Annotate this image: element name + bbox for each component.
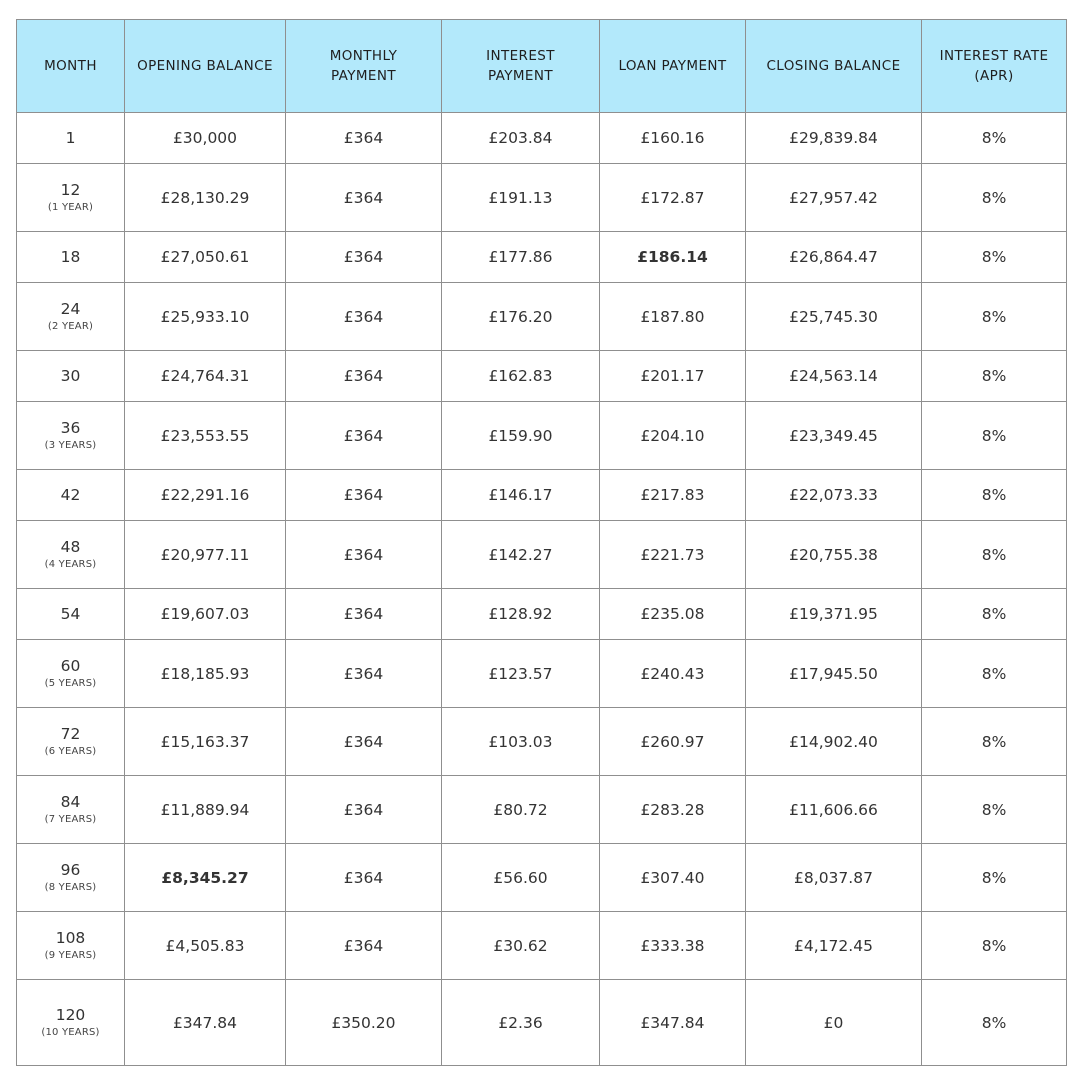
opening-balance-cell: £18,185.93 — [125, 640, 286, 708]
monthly-payment-cell: £364 — [286, 912, 442, 980]
table-row — [17, 844, 1067, 912]
interest-payment-cell: £142.27 — [442, 521, 600, 589]
interest-payment-cell: £176.20 — [442, 283, 600, 351]
table-row — [17, 402, 1067, 470]
loan-payment-cell: £235.08 — [600, 589, 746, 640]
loan-payment-cell: £201.17 — [600, 351, 746, 402]
month-year-label: (9 YEARS) — [44, 949, 97, 961]
opening-balance-cell: £25,933.10 — [125, 283, 286, 351]
header-monthly-payment: MONTHLY PAYMENT — [286, 20, 442, 113]
loan-payment-cell: £283.28 — [600, 776, 746, 844]
table-body — [17, 113, 1067, 1066]
table-row — [17, 776, 1067, 844]
monthly-payment-cell: £364 — [286, 708, 442, 776]
opening-balance-cell: £20,977.11 — [125, 521, 286, 589]
table-row — [17, 351, 1067, 402]
month-cell — [17, 521, 125, 589]
interest-rate-cell: 8% — [922, 113, 1067, 164]
month-number: 24 — [60, 299, 81, 318]
loan-payment-cell: £260.97 — [600, 708, 746, 776]
month-number: 96 — [60, 860, 81, 879]
header-opening-balance: OPENING BALANCE — [125, 20, 286, 113]
monthly-payment-cell: £364 — [286, 776, 442, 844]
opening-balance-cell: £4,505.83 — [125, 912, 286, 980]
table-row — [17, 232, 1067, 283]
month-cell — [17, 402, 125, 470]
closing-balance-cell: £26,864.47 — [746, 232, 922, 283]
loan-payment-cell: £333.38 — [600, 912, 746, 980]
interest-rate-cell: 8% — [922, 470, 1067, 521]
month-cell — [17, 351, 125, 402]
loan-payment-cell: £307.40 — [600, 844, 746, 912]
closing-balance-cell: £22,073.33 — [746, 470, 922, 521]
monthly-payment-cell: £364 — [286, 589, 442, 640]
month-number: 18 — [60, 247, 81, 266]
month-cell — [17, 640, 125, 708]
opening-balance-cell: £27,050.61 — [125, 232, 286, 283]
table-row — [17, 708, 1067, 776]
loan-payment-cell: £240.43 — [600, 640, 746, 708]
month-number: 84 — [60, 792, 81, 811]
table-header — [17, 20, 1067, 113]
interest-rate-cell: 8% — [922, 776, 1067, 844]
month-cell — [17, 589, 125, 640]
opening-balance-cell: £23,553.55 — [125, 402, 286, 470]
opening-balance-cell: £11,889.94 — [125, 776, 286, 844]
monthly-payment-cell: £364 — [286, 113, 442, 164]
month-year-label: (10 YEARS) — [41, 1026, 100, 1038]
monthly-payment-cell: £364 — [286, 283, 442, 351]
month-year-label: (7 YEARS) — [44, 813, 97, 825]
amortization-table — [16, 19, 1067, 1066]
month-cell — [17, 844, 125, 912]
table-row — [17, 640, 1067, 708]
closing-balance-cell: £20,755.38 — [746, 521, 922, 589]
table-row — [17, 912, 1067, 980]
monthly-payment-cell: £364 — [286, 402, 442, 470]
interest-payment-cell: £177.86 — [442, 232, 600, 283]
interest-rate-cell: 8% — [922, 164, 1067, 232]
interest-rate-cell: 8% — [922, 521, 1067, 589]
interest-payment-cell: £80.72 — [442, 776, 600, 844]
month-number: 12 — [60, 180, 81, 199]
header-interest-rate: INTEREST RATE (APR) — [922, 20, 1067, 113]
month-year-label: (2 YEAR) — [47, 320, 94, 332]
monthly-payment-cell: £364 — [286, 470, 442, 521]
interest-payment-cell: £103.03 — [442, 708, 600, 776]
closing-balance-cell: £0 — [746, 980, 922, 1066]
closing-balance-cell: £29,839.84 — [746, 113, 922, 164]
month-cell — [17, 283, 125, 351]
interest-payment-cell: £2.36 — [442, 980, 600, 1066]
monthly-payment-cell: £364 — [286, 640, 442, 708]
table-row — [17, 589, 1067, 640]
closing-balance-cell: £23,349.45 — [746, 402, 922, 470]
interest-payment-cell: £56.60 — [442, 844, 600, 912]
loan-payment-cell: £172.87 — [600, 164, 746, 232]
loan-payment-cell: £221.73 — [600, 521, 746, 589]
monthly-payment-cell: £364 — [286, 844, 442, 912]
closing-balance-cell: £24,563.14 — [746, 351, 922, 402]
interest-payment-cell: £30.62 — [442, 912, 600, 980]
interest-rate-cell: 8% — [922, 402, 1067, 470]
closing-balance-cell: £4,172.45 — [746, 912, 922, 980]
closing-balance-cell: £25,745.30 — [746, 283, 922, 351]
interest-rate-cell: 8% — [922, 351, 1067, 402]
month-number: 120 — [55, 1005, 86, 1024]
header-interest-payment: INTEREST PAYMENT — [442, 20, 600, 113]
month-number: 48 — [60, 537, 81, 556]
month-cell — [17, 980, 125, 1066]
loan-payment-cell: £347.84 — [600, 980, 746, 1066]
loan-payment-cell: £160.16 — [600, 113, 746, 164]
month-number: 42 — [60, 485, 81, 504]
interest-rate-cell: 8% — [922, 980, 1067, 1066]
month-year-label: (3 YEARS) — [44, 439, 97, 451]
interest-rate-cell: 8% — [922, 912, 1067, 980]
opening-balance-cell: £15,163.37 — [125, 708, 286, 776]
loan-payment-cell: £217.83 — [600, 470, 746, 521]
opening-balance-cell: £347.84 — [125, 980, 286, 1066]
month-cell — [17, 470, 125, 521]
monthly-payment-cell: £364 — [286, 521, 442, 589]
monthly-payment-cell: £364 — [286, 232, 442, 283]
table-row — [17, 521, 1067, 589]
month-cell — [17, 776, 125, 844]
month-year-label: (8 YEARS) — [44, 881, 97, 893]
month-number: 60 — [60, 656, 81, 675]
table-row — [17, 113, 1067, 164]
loan-payment-cell: £187.80 — [600, 283, 746, 351]
interest-payment-cell: £203.84 — [442, 113, 600, 164]
header-loan-payment: LOAN PAYMENT — [600, 20, 746, 113]
table-row — [17, 164, 1067, 232]
interest-rate-cell: 8% — [922, 844, 1067, 912]
interest-rate-cell: 8% — [922, 640, 1067, 708]
opening-balance-cell: £8,345.27 — [125, 844, 286, 912]
opening-balance-cell: £30,000 — [125, 113, 286, 164]
interest-rate-cell: 8% — [922, 589, 1067, 640]
loan-payment-cell: £204.10 — [600, 402, 746, 470]
month-number: 72 — [60, 724, 81, 743]
interest-payment-cell: £162.83 — [442, 351, 600, 402]
closing-balance-cell: £19,371.95 — [746, 589, 922, 640]
month-number: 36 — [60, 418, 81, 437]
month-year-label: (1 YEAR) — [47, 201, 94, 213]
closing-balance-cell: £11,606.66 — [746, 776, 922, 844]
opening-balance-cell: £28,130.29 — [125, 164, 286, 232]
month-number: 30 — [60, 366, 81, 385]
table-row — [17, 980, 1067, 1066]
header-row — [17, 20, 1067, 113]
closing-balance-cell: £14,902.40 — [746, 708, 922, 776]
month-number: 108 — [55, 928, 86, 947]
month-cell — [17, 708, 125, 776]
monthly-payment-cell: £364 — [286, 351, 442, 402]
loan-payment-cell: £186.14 — [600, 232, 746, 283]
monthly-payment-cell: £364 — [286, 164, 442, 232]
interest-rate-cell: 8% — [922, 232, 1067, 283]
opening-balance-cell: £19,607.03 — [125, 589, 286, 640]
interest-payment-cell: £128.92 — [442, 589, 600, 640]
closing-balance-cell: £17,945.50 — [746, 640, 922, 708]
interest-payment-cell: £159.90 — [442, 402, 600, 470]
table-row — [17, 283, 1067, 351]
header-closing-balance: CLOSING BALANCE — [746, 20, 922, 113]
month-number: 1 — [65, 128, 76, 147]
month-year-label: (6 YEARS) — [44, 745, 97, 757]
month-cell — [17, 232, 125, 283]
month-cell — [17, 912, 125, 980]
closing-balance-cell: £27,957.42 — [746, 164, 922, 232]
monthly-payment-cell: £350.20 — [286, 980, 442, 1066]
interest-rate-cell: 8% — [922, 708, 1067, 776]
month-cell — [17, 164, 125, 232]
interest-payment-cell: £146.17 — [442, 470, 600, 521]
interest-payment-cell: £191.13 — [442, 164, 600, 232]
interest-payment-cell: £123.57 — [442, 640, 600, 708]
interest-rate-cell: 8% — [922, 283, 1067, 351]
month-year-label: (4 YEARS) — [44, 558, 97, 570]
closing-balance-cell: £8,037.87 — [746, 844, 922, 912]
month-cell — [17, 113, 125, 164]
opening-balance-cell: £22,291.16 — [125, 470, 286, 521]
header-month: MONTH — [17, 20, 125, 113]
opening-balance-cell: £24,764.31 — [125, 351, 286, 402]
table-row — [17, 470, 1067, 521]
month-number: 54 — [60, 604, 81, 623]
month-year-label: (5 YEARS) — [44, 677, 97, 689]
